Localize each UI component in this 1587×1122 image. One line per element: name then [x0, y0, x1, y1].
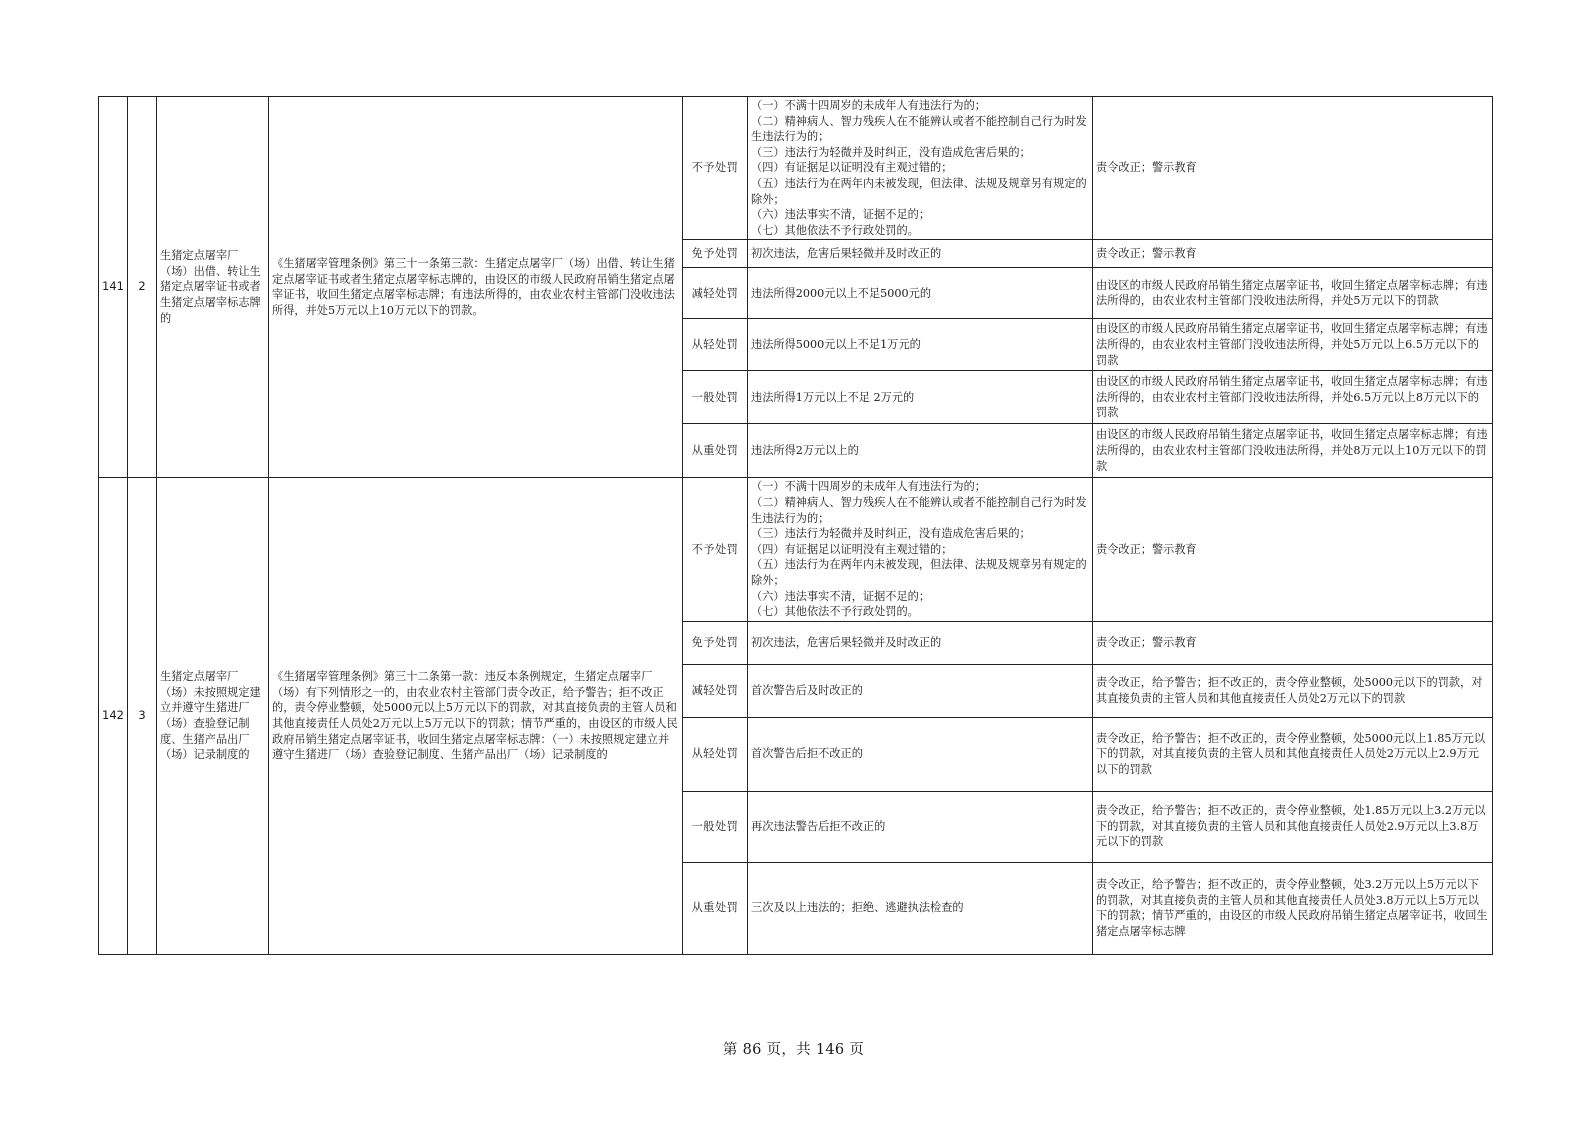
penalty-type: 一般处罚: [683, 791, 748, 862]
penalty-condition: [748, 621, 1093, 664]
item-number: 141: [99, 97, 128, 478]
sub-number: 2: [128, 97, 157, 478]
condition-line: （四）有证据足以证明没有主观过错的；: [751, 542, 953, 556]
penalty-measure: 责令改正；警示教育: [1093, 97, 1493, 240]
penalty-condition: [748, 717, 1093, 791]
sub-number: 3: [128, 478, 157, 954]
penalty-type: 免予处罚: [683, 621, 748, 664]
penalty-condition: [748, 97, 1093, 240]
penalty-condition: [748, 240, 1093, 268]
penalty-type: 不予处罚: [683, 97, 748, 240]
penalty-measure: 由设区的市级人民政府吊销生猪定点屠宰证书，收回生猪定点屠宰标志牌；有违法所得的，由农业农村主管部门没收违法所得，并处8万元以上10万元以下的罚款: [1093, 424, 1493, 478]
condition-line: （五）违法行为在两年内未被发现，但法律、法规及规章另有规定的除外；: [751, 176, 1087, 206]
penalty-type: 从重处罚: [683, 424, 748, 478]
penalty-measure: 由设区的市级人民政府吊销生猪定点屠宰证书，收回生猪定点屠宰标志牌；有违法所得的，由农业农村主管部门没收违法所得，并处5万元以上6.5万元以下的罚款: [1093, 319, 1493, 371]
penalty-type: 一般处罚: [683, 371, 748, 424]
penalty-measure: 由设区的市级人民政府吊销生猪定点屠宰证书，收回生猪定点屠宰标志牌；有违法所得的，由农业农村主管部门没收违法所得，并处5万元以下的罚款: [1093, 268, 1493, 319]
penalty-type: 从重处罚: [683, 862, 748, 954]
condition-line: 违法所得1万元以上不足 2万元的: [751, 390, 915, 404]
legal-basis: 《生猪屠宰管理条例》第三十二条第一款：违反本条例规定，生猪定点屠宰厂（场）有下列情形之一的，由农业农村主管部门责令改正，给予警告；拒不改正的，责令停业整顿，处5000元以上5万元以下的罚款，对其直接负责的主管人员和其他直接责任人员处2万元以上5万元以下的罚款；情节严重的，由设区的市级人民政府吊销生猪定点屠宰证书，收回生猪定点屠宰标志牌：（一）未按照规定建立并遵守生猪进厂（场）查验登记制度、生猪产品出厂（场）记录制度的: [269, 478, 683, 954]
penalty-table: [98, 96, 1493, 955]
condition-line: 首次警告后及时改正的: [751, 683, 863, 697]
penalty-condition: [748, 319, 1093, 371]
penalty-condition: [748, 862, 1093, 954]
condition-line: 违法所得5000元以上不足1万元的: [751, 338, 921, 352]
violation-name: 生猪定点屠宰厂（场）未按照规定建立并遵守生猪进厂（场）查验登记制度、生猪产品出厂（场）记录制度的: [157, 478, 269, 954]
condition-line: 首次警告后拒不改正的: [751, 747, 863, 761]
condition-line: （六）违法事实不清，证据不足的；: [751, 208, 931, 222]
condition-line: （三）违法行为轻微并及时纠正，没有造成危害后果的；: [751, 145, 1031, 159]
table-body: [99, 97, 1493, 955]
penalty-type: 减轻处罚: [683, 268, 748, 319]
penalty-measure: 责令改正；警示教育: [1093, 240, 1493, 268]
table-row: [99, 97, 1493, 240]
penalty-condition: [748, 424, 1093, 478]
violation-name: 生猪定点屠宰厂（场）出借、转让生猪定点屠宰证书或者生猪定点屠宰标志牌的: [157, 97, 269, 478]
legal-basis: 《生猪屠宰管理条例》第三十一条第三款：生猪定点屠宰厂（场）出借、转让生猪定点屠宰证书或者生猪定点屠宰标志牌的，由设区的市级人民政府吊销生猪定点屠宰证书，收回生猪定点屠宰标志牌；有违法所得的，由农业农村主管部门没收违法所得，并处5万元以上10万元以下的罚款。: [269, 97, 683, 478]
penalty-condition: [748, 371, 1093, 424]
penalty-type: 不予处罚: [683, 478, 748, 621]
penalty-condition: [748, 664, 1093, 717]
table-row: [99, 478, 1493, 621]
condition-line: （三）违法行为轻微并及时纠正，没有造成危害后果的；: [751, 527, 1031, 541]
condition-line: （一）不满十四周岁的未成年人有违法行为的；: [751, 480, 986, 494]
penalty-condition: [748, 478, 1093, 621]
condition-line: 违法所得2000元以上不足5000元的: [751, 286, 932, 300]
condition-line: （二）精神病人、智力残疾人在不能辨认或者不能控制自己行为时发生违法行为的；: [751, 114, 1087, 144]
penalty-measure: 责令改正，给予警告；拒不改正的，责令停业整顿，处5000元以上1.85万元以下的罚款，对其直接负责的主管人员和其他直接责任人员处2万元以上2.9万元以下的罚款: [1093, 717, 1493, 791]
penalty-condition: [748, 791, 1093, 862]
penalty-measure: 责令改正；警示教育: [1093, 621, 1493, 664]
penalty-measure: 责令改正；警示教育: [1093, 478, 1493, 621]
condition-line: （七）其他依法不予行政处罚的。: [751, 605, 919, 619]
page-footer: 第 86 页，共 146 页: [722, 1042, 865, 1058]
penalty-type: 免予处罚: [683, 240, 748, 268]
penalty-measure: 责令改正，给予警告；拒不改正的，责令停业整顿，处5000元以下的罚款，对其直接负责的主管人员和其他直接责任人员处2万元以下的罚款: [1093, 664, 1493, 717]
penalty-type: 从轻处罚: [683, 319, 748, 371]
penalty-condition: [748, 268, 1093, 319]
condition-line: （一）不满十四周岁的未成年人有违法行为的；: [751, 99, 986, 112]
condition-line: （二）精神病人、智力残疾人在不能辨认或者不能控制自己行为时发生违法行为的；: [751, 495, 1087, 525]
penalty-measure: 责令改正，给予警告；拒不改正的，责令停业整顿，处1.85万元以上3.2万元以下的罚款，对其直接负责的主管人员和其他直接责任人员处2.9万元以上3.8万元以下的罚款: [1093, 791, 1493, 862]
condition-line: 违法所得2万元以上的: [751, 444, 859, 458]
condition-line: （五）违法行为在两年内未被发现，但法律、法规及规章另有规定的除外；: [751, 558, 1087, 587]
condition-line: 再次违法警告后拒不改正的: [751, 819, 886, 833]
item-number: 142: [99, 478, 128, 954]
penalty-measure: 由设区的市级人民政府吊销生猪定点屠宰证书，收回生猪定点屠宰标志牌；有违法所得的，由农业农村主管部门没收违法所得，并处6.5万元以上8万元以下的罚款: [1093, 371, 1493, 424]
condition-line: （七）其他依法不予行政处罚的。: [751, 223, 919, 237]
condition-line: 初次违法，危害后果轻微并及时改正的: [751, 635, 942, 649]
penalty-measure: 责令改正，给予警告；拒不改正的，责令停业整顿，处3.2万元以上5万元以下的罚款，对其直接负责的主管人员和其他直接责任人员处3.8万元以上5万元以下的罚款；情节严重的，由设区的市级人民政府吊销生猪定点屠宰证书，收回生猪定点屠宰标志牌: [1093, 862, 1493, 954]
condition-line: （四）有证据足以证明没有主观过错的；: [751, 161, 953, 175]
penalty-type: 减轻处罚: [683, 664, 748, 717]
penalty-type: 从轻处罚: [683, 717, 748, 791]
condition-line: 三次及以上违法的；拒绝、逃避执法检查的: [751, 901, 964, 915]
condition-line: （六）违法事实不清，证据不足的；: [751, 589, 931, 603]
condition-line: 初次违法，危害后果轻微并及时改正的: [751, 247, 942, 261]
